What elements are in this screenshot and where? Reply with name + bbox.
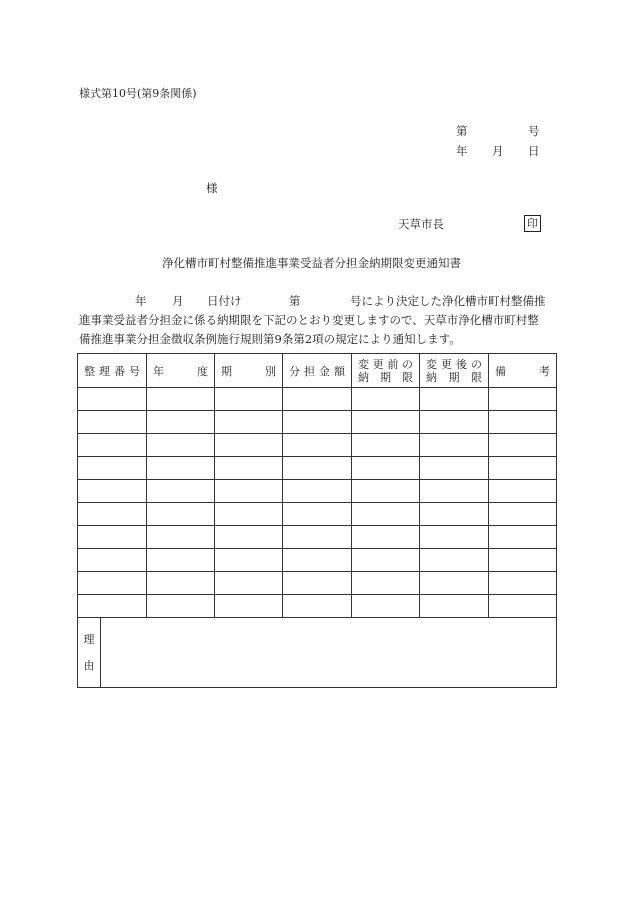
- table-cell[interactable]: [420, 595, 489, 618]
- header-line: 変 更 前 の: [358, 357, 413, 371]
- table-cell[interactable]: [283, 549, 352, 572]
- table-cell[interactable]: [78, 572, 147, 595]
- table-cell[interactable]: [489, 480, 557, 503]
- table-row: [78, 526, 557, 549]
- table-cell[interactable]: [78, 457, 147, 480]
- table-cell[interactable]: [147, 595, 215, 618]
- header-cell: [147, 354, 215, 388]
- table-cell[interactable]: [283, 572, 352, 595]
- date-day: 日: [528, 144, 540, 158]
- table-cell[interactable]: [78, 411, 147, 434]
- reason-field[interactable]: [101, 618, 557, 688]
- header-cell: [352, 354, 420, 388]
- body-line1-number-prefix: 第: [289, 294, 301, 308]
- body-line2: 進事業受益者分担金に係る納期限を下記のとおり変更しますので、天草市浄化槽市町村整: [79, 313, 539, 327]
- table-cell[interactable]: [147, 480, 215, 503]
- table-row: [78, 549, 557, 572]
- header-line: 納 期 限: [358, 370, 413, 384]
- table-cell[interactable]: [78, 595, 147, 618]
- header-line: 期 別: [221, 364, 276, 378]
- table-cell[interactable]: [147, 526, 215, 549]
- table-row: [78, 503, 557, 526]
- seal-mark: 印: [524, 215, 541, 232]
- table-cell[interactable]: [352, 572, 420, 595]
- header-line: 整 理 番 号: [84, 364, 140, 378]
- table-cell[interactable]: [420, 480, 489, 503]
- table-cell[interactable]: [78, 526, 147, 549]
- table-cell[interactable]: [420, 388, 489, 411]
- table-cell[interactable]: [147, 549, 215, 572]
- table-cell[interactable]: [489, 411, 557, 434]
- table-cell[interactable]: [352, 503, 420, 526]
- table-cell[interactable]: [420, 549, 489, 572]
- table-cell[interactable]: [78, 549, 147, 572]
- table-cell[interactable]: [283, 411, 352, 434]
- table-cell[interactable]: [283, 503, 352, 526]
- table-cell[interactable]: [147, 411, 215, 434]
- table-cell[interactable]: [420, 434, 489, 457]
- table-cell[interactable]: [215, 411, 283, 434]
- table-row: [78, 457, 557, 480]
- table-row: [78, 595, 557, 618]
- header-line: 変 更 後 の: [426, 357, 482, 371]
- header-two-line: [358, 358, 413, 384]
- table-cell[interactable]: [147, 434, 215, 457]
- header-line: 分 担 金 額: [289, 364, 345, 378]
- table-cell[interactable]: [215, 572, 283, 595]
- table-row: [78, 388, 557, 411]
- table-cell[interactable]: [489, 503, 557, 526]
- header-cell: [215, 354, 283, 388]
- table-cell[interactable]: [420, 572, 489, 595]
- addressee-suffix: 様: [206, 181, 218, 195]
- issue-number-prefix: 第: [456, 124, 468, 138]
- header-line: 年 度: [153, 364, 208, 378]
- date-year: 年: [456, 144, 468, 158]
- table-cell[interactable]: [489, 388, 557, 411]
- table-cell[interactable]: [420, 526, 489, 549]
- table-cell[interactable]: [283, 457, 352, 480]
- table-cell[interactable]: [215, 434, 283, 457]
- table-row: [78, 434, 557, 457]
- table-cell[interactable]: [215, 595, 283, 618]
- table-cell[interactable]: [352, 480, 420, 503]
- table-cell[interactable]: [147, 457, 215, 480]
- table-cell[interactable]: [352, 526, 420, 549]
- table-cell[interactable]: [352, 434, 420, 457]
- table-cell[interactable]: [352, 388, 420, 411]
- issuer: 天草市長: [398, 217, 444, 231]
- table-row: [78, 480, 557, 503]
- reason-label-cell: [78, 618, 101, 688]
- table-cell[interactable]: [147, 503, 215, 526]
- date-month: 月: [492, 144, 504, 158]
- header-cell: [489, 354, 557, 388]
- schedule-table: [77, 353, 557, 688]
- table-cell[interactable]: [215, 457, 283, 480]
- header-line: 備 考: [495, 364, 550, 378]
- body-line3: 備推進事業分担金徴収条例施行規則第9条第2項の規定により通知します。: [79, 332, 461, 346]
- table-cell[interactable]: [489, 457, 557, 480]
- table-cell[interactable]: [215, 480, 283, 503]
- table-cell[interactable]: [78, 434, 147, 457]
- table-cell[interactable]: [489, 526, 557, 549]
- table-cell[interactable]: [78, 388, 147, 411]
- body-line1-year: 年: [135, 294, 147, 308]
- table-cell[interactable]: [78, 480, 147, 503]
- table-cell[interactable]: [283, 526, 352, 549]
- table-cell[interactable]: [215, 526, 283, 549]
- body-line1-day: 日付け: [207, 294, 242, 308]
- header-two-line: [426, 358, 482, 384]
- table-cell[interactable]: [489, 434, 557, 457]
- table-cell[interactable]: [215, 503, 283, 526]
- table-cell[interactable]: [283, 434, 352, 457]
- table-cell[interactable]: [352, 549, 420, 572]
- table-cell[interactable]: [420, 503, 489, 526]
- header-cell: [420, 354, 489, 388]
- table-cell[interactable]: [283, 480, 352, 503]
- form-code: 様式第10号(第9条関係): [79, 87, 197, 100]
- issue-number-suffix: 号: [528, 124, 540, 138]
- table-cell[interactable]: [489, 595, 557, 618]
- table-row: [78, 411, 557, 434]
- table-cell[interactable]: [283, 595, 352, 618]
- table-cell[interactable]: [352, 411, 420, 434]
- table-cell[interactable]: [352, 595, 420, 618]
- table-cell[interactable]: [215, 388, 283, 411]
- reason-label: 理 由: [83, 632, 95, 672]
- header-cell: [78, 354, 147, 388]
- table-cell[interactable]: [420, 457, 489, 480]
- body-line1-text: 号により決定した浄化槽市町村整備推: [350, 294, 546, 308]
- table-cell[interactable]: [489, 549, 557, 572]
- table-cell[interactable]: [78, 503, 147, 526]
- table-row: [78, 572, 557, 595]
- table-cell[interactable]: [420, 411, 489, 434]
- header-line: 納 期 限: [426, 370, 482, 384]
- table-cell[interactable]: [489, 572, 557, 595]
- table-cell[interactable]: [352, 457, 420, 480]
- table-cell[interactable]: [147, 388, 215, 411]
- document-title: 浄化槽市町村整備推進事業受益者分担金納期限変更通知書: [162, 256, 461, 270]
- table-cell[interactable]: [215, 549, 283, 572]
- table-cell[interactable]: [147, 572, 215, 595]
- body-line1-month: 月: [172, 294, 184, 308]
- header-cell: [283, 354, 352, 388]
- table-cell[interactable]: [283, 388, 352, 411]
